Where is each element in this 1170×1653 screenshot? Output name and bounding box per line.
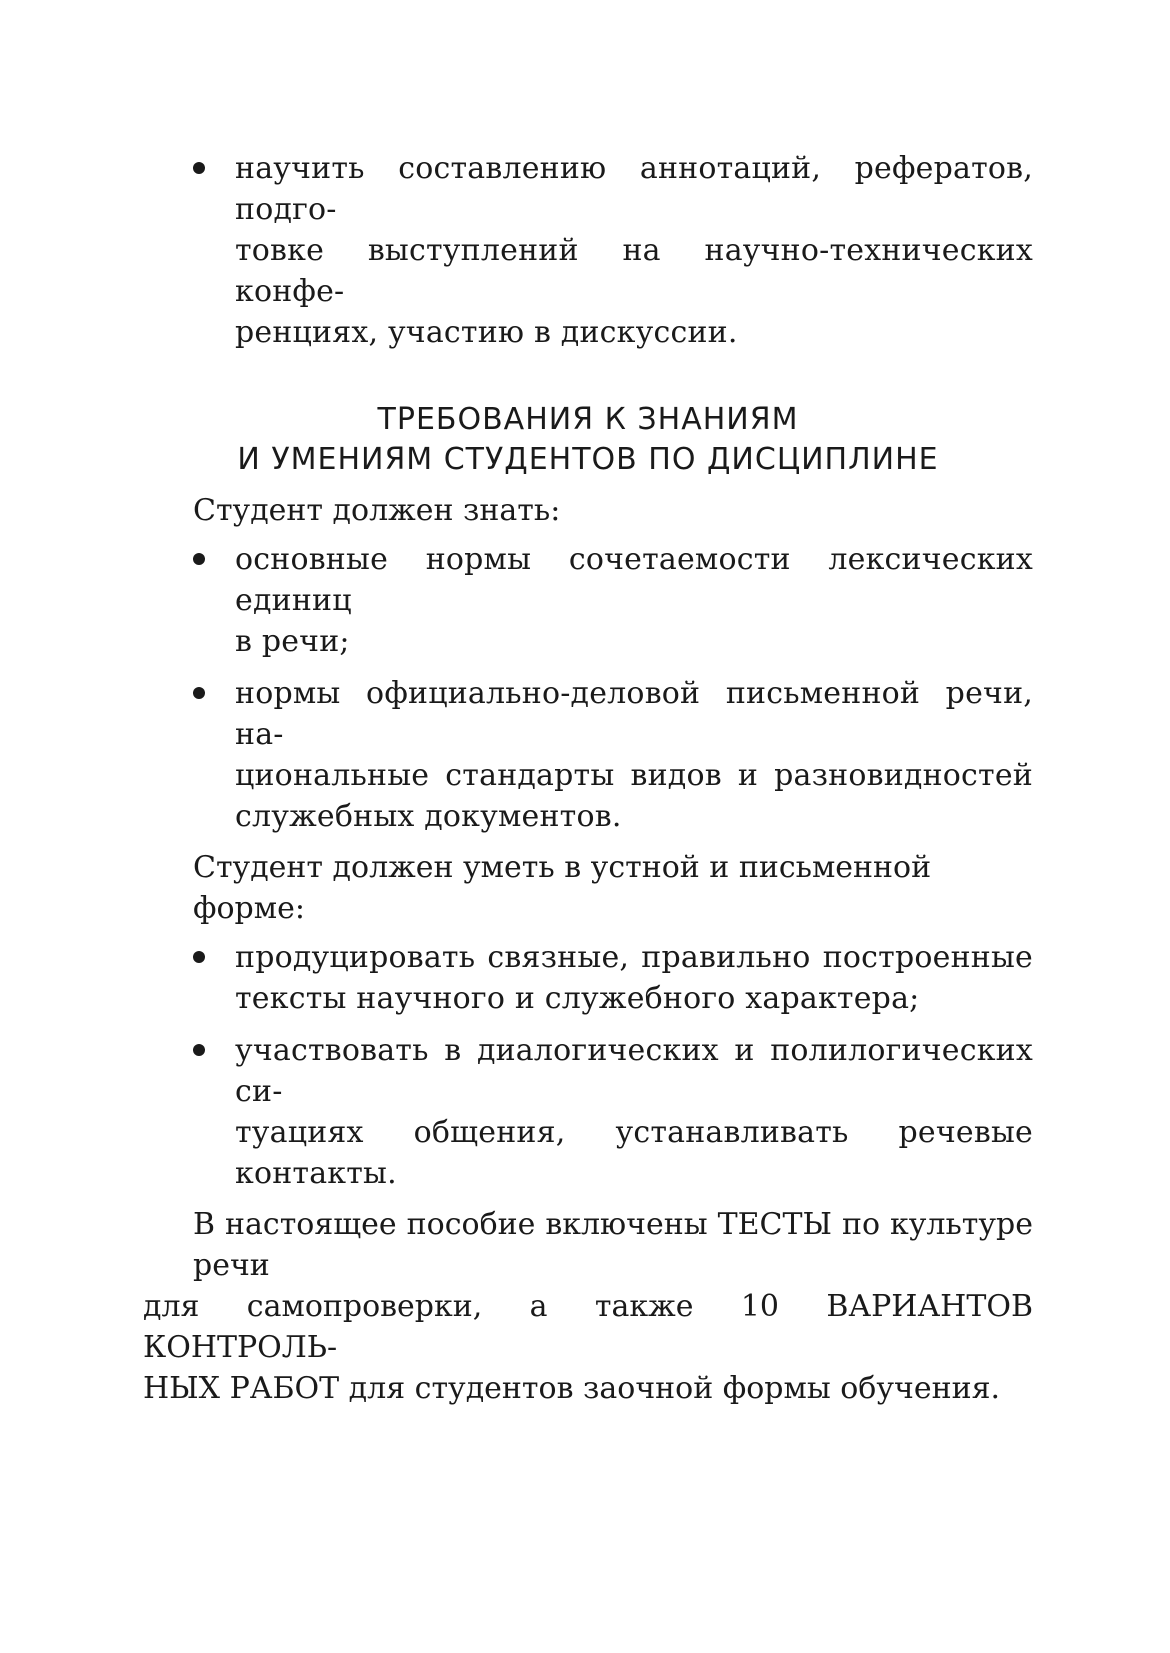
text-line: циональные стандарты видов и разновидностей bbox=[235, 758, 1033, 793]
text-line: в речи; bbox=[235, 624, 350, 659]
heading-line: И УМЕНИЯМ СТУДЕНТОВ ПО ДИСЦИПЛИНЕ bbox=[237, 442, 939, 477]
book-page bbox=[143, 148, 1033, 1409]
list-item bbox=[143, 148, 1033, 353]
section-heading bbox=[143, 400, 1033, 480]
text-line: основные нормы сочетаемости лексических единиц bbox=[235, 542, 1033, 618]
know-bullet-list bbox=[143, 539, 1033, 837]
text-line: продуцировать связные, правильно построенные bbox=[235, 940, 1033, 975]
skills-bullet-list bbox=[143, 937, 1033, 1194]
bullet-icon bbox=[193, 951, 205, 963]
text-line: участвовать в диалогических и полилогических си- bbox=[235, 1033, 1033, 1109]
list-item bbox=[143, 673, 1033, 837]
text-line: служебных документов. bbox=[235, 799, 622, 834]
top-bullet-list bbox=[143, 148, 1033, 353]
list-item bbox=[143, 539, 1033, 662]
text-line: туациях общения, устанавливать речевые контакты. bbox=[235, 1115, 1033, 1191]
text-line: тексты научного и служебного характера; bbox=[235, 981, 920, 1016]
skills-intro: Студент должен уметь в устной и письменной форме: bbox=[193, 850, 932, 926]
text-line: для самопроверки, а также 10 ВАРИАНТОВ КОНТРОЛЬ- bbox=[143, 1289, 1033, 1365]
text-line: ренциях, участию в дискуссии. bbox=[235, 315, 738, 350]
bullet-icon bbox=[193, 687, 205, 699]
list-item bbox=[143, 1030, 1033, 1194]
text-line: научить составлению аннотаций, рефератов, подго- bbox=[235, 151, 1033, 227]
bullet-icon bbox=[193, 1044, 205, 1056]
text-line: товке выступлений на научно-технических конфе- bbox=[235, 233, 1033, 309]
closing-paragraph bbox=[143, 1204, 1033, 1409]
know-intro: Студент должен знать: bbox=[193, 493, 561, 528]
text-line: В настоящее пособие включены ТЕСТЫ по культуре речи bbox=[193, 1207, 1033, 1283]
bullet-icon bbox=[193, 553, 205, 565]
list-item bbox=[143, 937, 1033, 1019]
heading-line: ТРЕБОВАНИЯ К ЗНАНИЯМ bbox=[377, 402, 799, 437]
text-line: нормы официально-деловой письменной речи, на- bbox=[235, 676, 1033, 752]
text-line: НЫХ РАБОТ для студентов заочной формы обучения. bbox=[143, 1371, 1001, 1406]
bullet-icon bbox=[193, 162, 205, 174]
